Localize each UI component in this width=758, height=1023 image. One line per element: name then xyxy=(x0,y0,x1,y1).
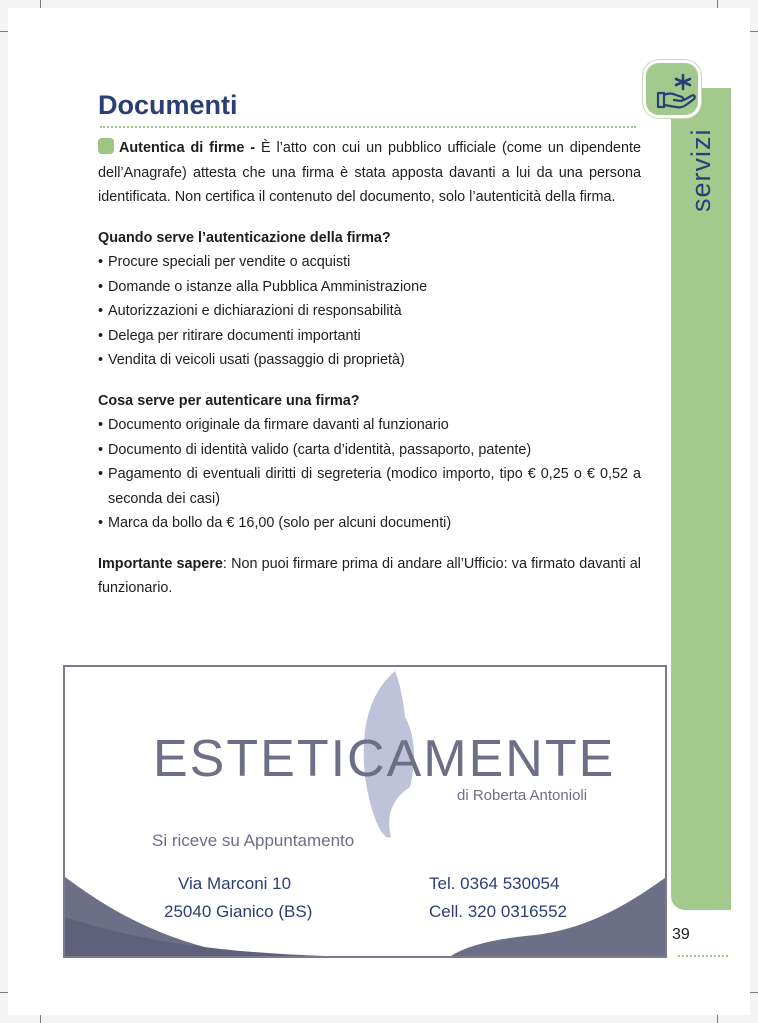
page-number-divider xyxy=(678,955,728,957)
green-square-bullet-icon xyxy=(98,138,114,154)
note-label: Importante sapere xyxy=(98,555,223,572)
when-list xyxy=(98,250,641,373)
ad-address-city: 25040 Gianico (BS) xyxy=(164,902,313,921)
list-item: • Domande o istanze alla Pubblica Amministrazione xyxy=(98,275,641,300)
list-item: • Autorizzazioni e dichiarazioni di responsabilità xyxy=(98,299,641,324)
ad-owner: di Roberta Antonioli xyxy=(457,787,588,804)
intro-text: È l’atto con cui un pubblico ufficiale (come un dipendente dell’Anagrafe) attesta che una firma è stata apposta davanti a lui da una persona identificata. Non certifica il contenuto del documento, solo l’autenticità della firma. xyxy=(98,140,641,205)
what-heading: Cosa serve per autenticare una firma? xyxy=(98,392,360,409)
list-item: • Delega per ritirare documenti importanti xyxy=(98,324,641,349)
intro-term: Autentica di firme - xyxy=(119,140,256,156)
title-divider xyxy=(100,126,636,128)
list-item: • Documento di identità valido (carta d’identità, passaporto, patente) xyxy=(98,438,641,463)
intro-paragraph xyxy=(98,136,641,210)
list-item: • Documento originale da firmare davanti al funzionario xyxy=(98,413,641,438)
page-number: 39 xyxy=(672,926,690,943)
section-badge xyxy=(643,60,701,118)
what-list xyxy=(98,413,641,536)
advertisement-box xyxy=(63,665,667,958)
ad-brand-name: ESTETICAMENTE xyxy=(153,730,616,788)
ad-address-street: Via Marconi 10 xyxy=(178,874,292,893)
article-body xyxy=(98,136,641,601)
list-item: • Vendita di veicoli usati (passaggio di proprietà) xyxy=(98,348,641,373)
list-item: • Pagamento di eventuali diritti di segreteria (modico importo, tipo € 0,25 o € 0,52 a seconda dei casi) xyxy=(98,462,641,511)
list-item: • Marca da bollo da € 16,00 (solo per alcuni documenti) xyxy=(98,511,641,536)
ad-phone: Tel. 0364 530054 xyxy=(429,874,560,893)
hand-star-icon xyxy=(650,67,700,117)
note-text: : Non puoi firmare prima di andare all’Ufficio: va firmato davanti al funzionario. xyxy=(98,555,642,596)
important-note xyxy=(98,552,641,601)
ad-mobile: Cell. 320 0316552 xyxy=(429,902,568,921)
page-title: Documenti xyxy=(98,90,238,120)
when-heading: Quando serve l’autenticazione della firma? xyxy=(98,229,391,246)
ad-appointment: Si riceve su Appuntamento xyxy=(152,831,355,850)
section-label: servizi xyxy=(686,128,716,212)
ad-decoration xyxy=(65,667,667,958)
list-item: • Procure speciali per vendite o acquisti xyxy=(98,250,641,275)
